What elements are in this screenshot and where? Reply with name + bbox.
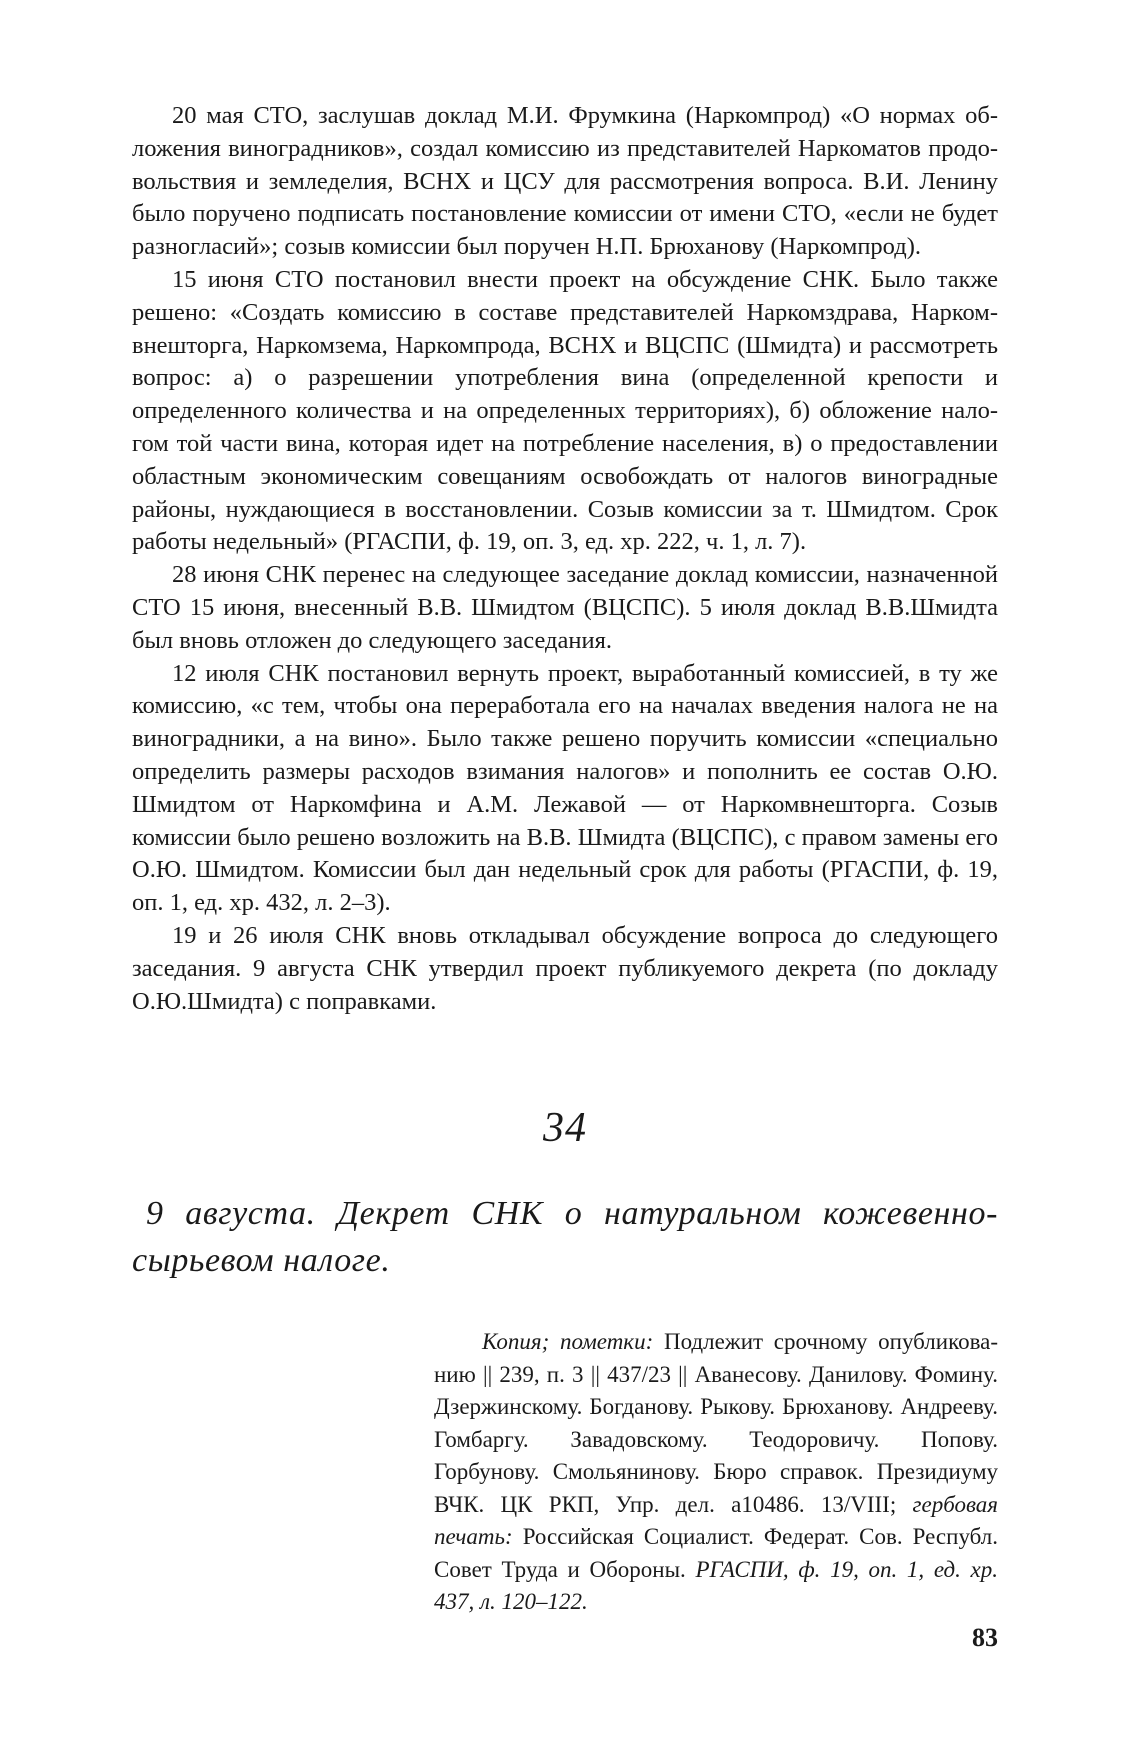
paragraph-july-19: 19 и 26 июля СНК вновь откладывал обсуждение вопроса до следующего заседания. 9 августа СНК утвердил проект публикуемого декрета (по докладу О.Ю.Шмидта) с поправками. bbox=[132, 921, 998, 1015]
note-seal-text: Российская Социалист. Федерат. Сов. Республ. Совет Труда и Обороны. bbox=[434, 1524, 998, 1582]
paragraph-may-20: 20 мая СТО, заслушав доклад М.И. Фрумкина (Наркомпрод) «О нормах обложения виноградников», создал комиссию из представителей Наркоматов продовольствия и земледелия, ВСНХ и ЦСУ для рассмотрения вопроса. В.И. Ленину было поручено подписать постановление комиссии от имени СТО, «если не будет разногласий»; созыв комиссии был поручен Н.П. Брюханову (Наркомпрод). bbox=[132, 102, 998, 261]
page-number: 83 bbox=[972, 1623, 998, 1652]
note-archive-ref: РГАСПИ, ф. 19, оп. 1, ед. хр. 437, л. 120–122. bbox=[434, 1556, 999, 1615]
note-marks: Подлежит срочному опубликованию || 239, п. 3 || 437/23 || Аванесову. Данилову. Фомину. Дзержинскому. Богданову. Рыкову. Брюханову. Андрееву. Гомбаргу. Завадовскому. Теодоровичу. Попову. Горбунову. Смольянинову. Бюро справок. Президиуму ВЧК. ЦК РКП, Упр. дел. а10486. 13/VIII; bbox=[434, 1329, 999, 1517]
document-title: 9 августа. Декрет СНК о натуральном кожевенно-сырьевом налоге. bbox=[132, 1195, 998, 1280]
archival-note bbox=[434, 1326, 998, 1619]
note-label-copy: Копия; пометки: bbox=[482, 1329, 654, 1355]
paragraph-july-12: 12 июля СНК постановил вернуть проект, выработанный комиссией, в ту же комиссию, «с тем, чтобы она переработала его на началах введения налога не на виноградники, а на вино». Было также решено поручить комиссии «специально определить размеры расходов взимания налогов» и пополнить ее состав О.Ю. Шмидтом от Наркомфина и А.М. Лежавой — от Наркомвнешторга. Созыв комиссии было решено возложить на В.В. Шмидта (ВЦСПС), с правом замены его О.Ю. Шмидтом. Комиссии был дан недельный срок для работы (РГАСПИ, ф. 19, оп. 1, ед. хр. 432, л. 2–3). bbox=[132, 659, 998, 917]
paragraph-june-28: 28 июня СНК перенес на следующее заседание доклад комиссии, назначенной СТО 15 июня, внесенный В.В. Шмидтом (ВЦСПС). 5 июля доклад В.В.Шмидта был вновь отложен до следующего заседания. bbox=[132, 561, 998, 654]
document-number: 34 bbox=[543, 1105, 587, 1152]
paragraph-june-15: 15 июня СТО постановил внести проект на обсуждение СНК. Было также решено: «Создать комиссию в составе представителей Наркомздрава, Наркомвнешторга, Наркомзема, Наркомпрода, ВСНХ и ВЦСПС (Шмидта) и рассмотреть вопрос: а) о разрешении употребления вина (определенной крепости и определенного количества и на определенных территориях), б) обложение налогом той части вина, которая идет на потребление населения, в) о предоставлении областным экономическим совещаниям освобождать от налогов виноградные районы, нуждающиеся в восстановлении. Созыв комиссии за т. Шмидтом. Срок работы недельный» (РГАСПИ, ф. 19, оп. 3, ед. хр. 222, ч. 1, л. 7). bbox=[132, 265, 998, 556]
page-body bbox=[132, 100, 998, 1619]
note-label-seal: гербовая печать: bbox=[434, 1491, 998, 1550]
